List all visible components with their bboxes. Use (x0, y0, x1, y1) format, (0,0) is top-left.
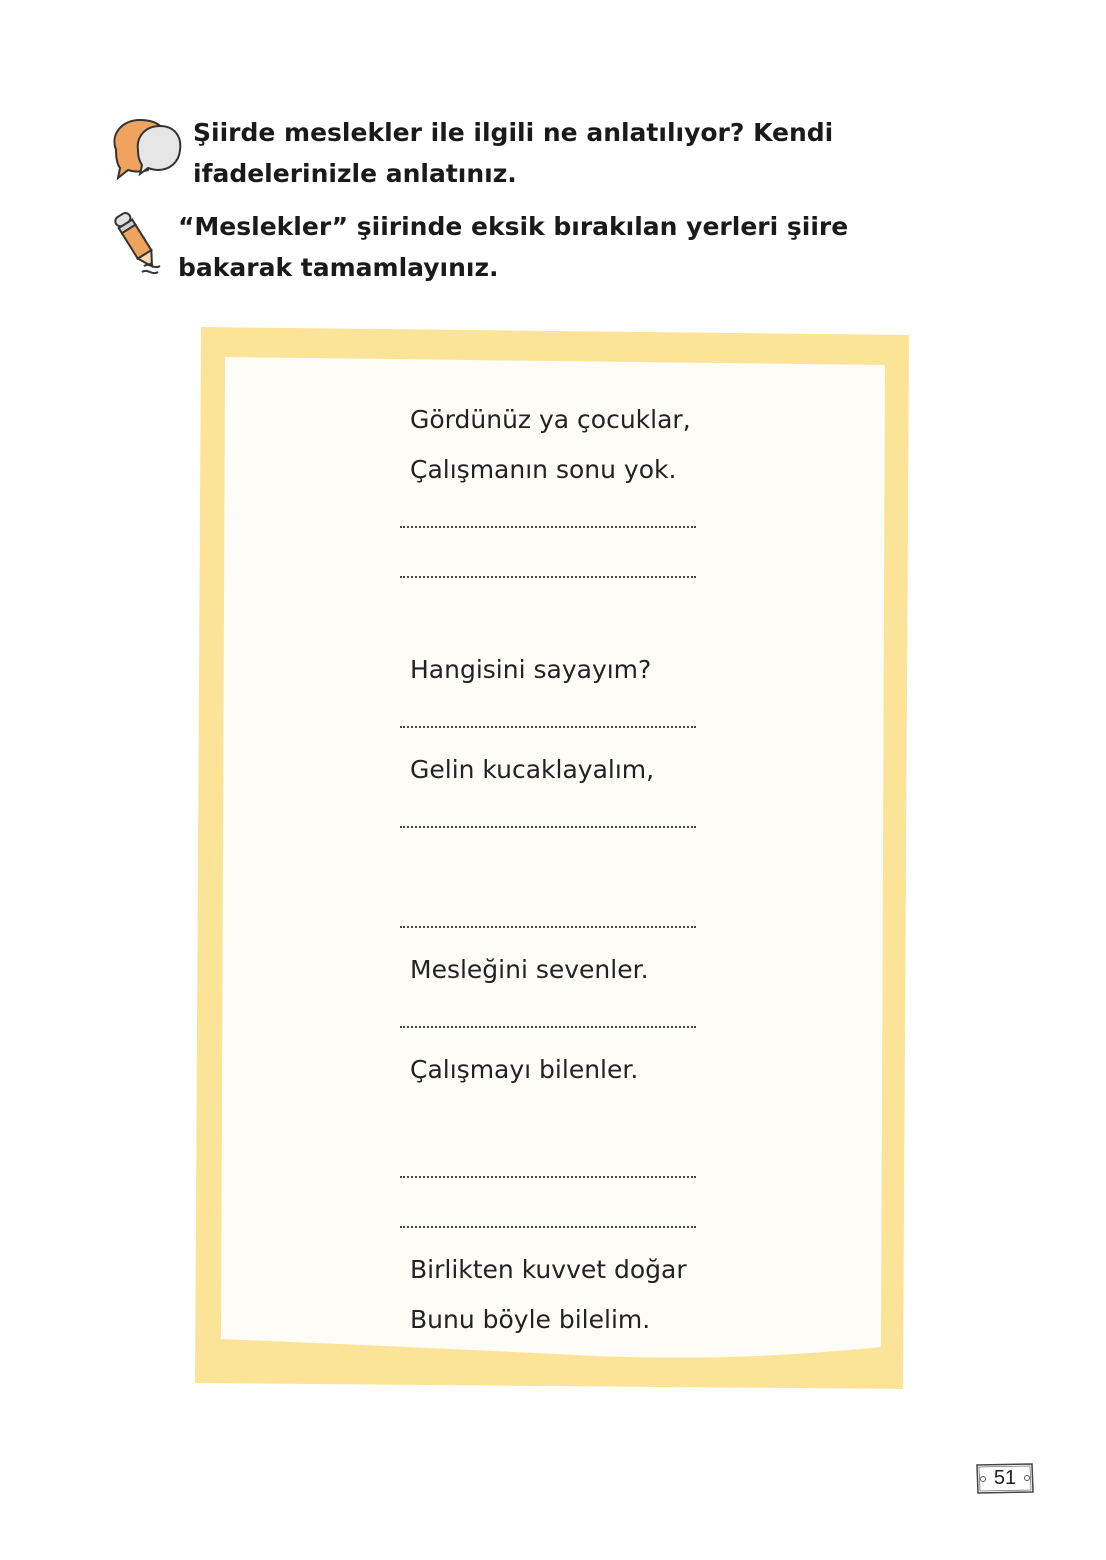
page-number-box (975, 1462, 1035, 1494)
poem-line (400, 750, 700, 800)
poem-line-text: Hangisini sayayım? (410, 655, 652, 684)
poem-line-text: Bunu böyle bilelim. (410, 1305, 651, 1334)
fill-in-line[interactable] (400, 800, 700, 850)
fill-in-line[interactable] (400, 1000, 700, 1050)
page-number: 51 (993, 1467, 1017, 1489)
poem-line (400, 1050, 700, 1100)
fill-in-line[interactable] (400, 1200, 700, 1250)
dotted-blank[interactable] (400, 926, 696, 928)
poem-line (400, 1250, 700, 1300)
poem-line-text: Mesleğini sevenler. (410, 955, 649, 984)
pencil-icon (110, 206, 166, 290)
poem-line-text: Çalışmayı bilenler. (410, 1055, 639, 1084)
instruction-text: “Meslekler” şiirinde eksik bırakılan yerleri şiire bakarak tamamlayınız. (178, 212, 849, 282)
poem-line (400, 650, 700, 700)
instruction-text: Şiirde meslekler ile ilgili ne anlatılıyor? Kendi ifadelerinizle anlatınız. (193, 118, 834, 188)
fill-in-line[interactable] (400, 500, 700, 550)
poem-line (400, 950, 700, 1000)
poem-line-text: Birlikten kuvvet doğar (410, 1255, 687, 1284)
fill-in-line[interactable] (400, 1150, 700, 1200)
speech-bubbles-icon (108, 114, 184, 192)
dotted-blank[interactable] (400, 1226, 696, 1228)
dotted-blank[interactable] (400, 826, 696, 828)
fill-in-line[interactable] (400, 550, 700, 600)
dotted-blank[interactable] (400, 576, 696, 578)
poem-line-text: Gelin kucaklayalım, (410, 755, 655, 784)
dotted-blank[interactable] (400, 726, 696, 728)
poem-line-text: Gördünüz ya çocuklar, (410, 405, 691, 434)
dotted-blank[interactable] (400, 526, 696, 528)
poem-line (400, 1300, 700, 1350)
fill-in-line[interactable] (400, 900, 700, 950)
poem-line (400, 400, 700, 450)
poem-line-text: Çalışmanın sonu yok. (410, 455, 677, 484)
dotted-blank[interactable] (400, 1026, 696, 1028)
poem-line (400, 450, 700, 500)
fill-in-line[interactable] (400, 700, 700, 750)
dotted-blank[interactable] (400, 1176, 696, 1178)
